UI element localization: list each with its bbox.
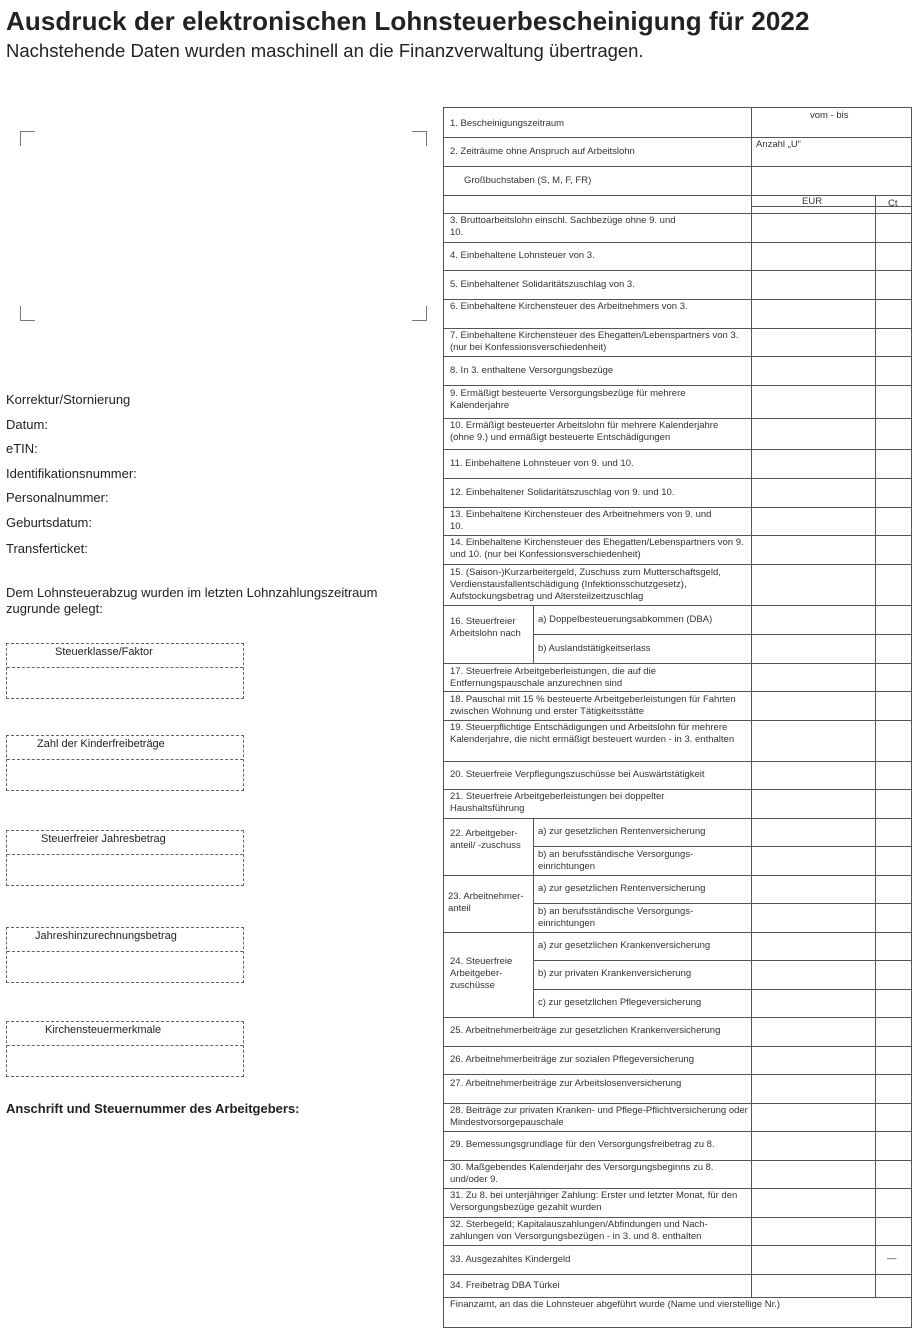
box-kirchensteuermerkmale [6, 1021, 244, 1077]
box-caption: Zahl der Kinderfreibeträge [37, 738, 165, 750]
corner-mark-top-right [412, 131, 427, 146]
form-row-1: 1. Bescheinigungszeitraum [450, 118, 565, 129]
form-row-5: 5. Einbehaltener Solidaritätszuschlag von 3. [450, 279, 635, 290]
box-steuerfreier-jahresbetrag [6, 830, 244, 886]
form-row-18: 18. Pauschal mit 15 % besteuerte Arbeitgeberleistungen für Fahrten zwischen Wohnung und erster Tätigkeitsstätte [450, 694, 736, 717]
label-etin: eTIN: [6, 441, 38, 456]
row-33-dash: — [887, 1253, 897, 1264]
deduction-note: Dem Lohnsteuerabzug wurden im letzten Lohnzahlungszeitraum zugrunde gelegt: [6, 585, 378, 616]
form-row-13: 13. Einbehaltene Kirchensteuer des Arbeitnehmers von 9. und 10. [450, 509, 712, 532]
form-row-24: 24. Steuerfreie Arbeitgeber-zuschüsse [450, 956, 513, 991]
form-row-31: 31. Zu 8. bei unterjähriger Zahlung: Erster und letzter Monat, für den Versorgungsbezüge gezahlt wurden [450, 1190, 738, 1213]
box-kinderfreibetraege [6, 735, 244, 791]
form-row-7: 7. Einbehaltene Kirchensteuer des Ehegatten/Lebenspartners von 3. (nur bei Konfessionsverschiedenheit) [450, 330, 739, 353]
page-subtitle: Nachstehende Daten wurden maschinell an die Finanzverwaltung übertragen. [6, 40, 644, 61]
col-header-eur: EUR [802, 196, 823, 207]
label-transferticket: Transferticket: [6, 541, 88, 556]
certificate-form [443, 107, 912, 1328]
form-row-27: 27. Arbeitnehmerbeiträge zur Arbeitslosenversicherung [450, 1078, 682, 1089]
form-row-32: 32. Sterbegeld; Kapitalauszahlungen/Abfindungen und Nach-zahlungen von Versorgungsbezügen - in 3. und 8. enthalten [450, 1219, 708, 1242]
form-row-21: 21. Steuerfreie Arbeitgeberleistungen bei doppelter Haushaltsführung [450, 791, 665, 814]
form-row-8: 8. In 3. enthaltene Versorgungsbezüge [450, 365, 614, 376]
box-jahreshinzurechnungsbetrag [6, 927, 244, 983]
col-header-ct: Ct [888, 198, 898, 209]
form-row-33: 33. Ausgezahltes Kindergeld [450, 1254, 571, 1265]
corner-mark-top-left [20, 131, 35, 146]
form-row-22: 22. Arbeitgeber-anteil/ -zuschuss [450, 828, 521, 851]
form-row-grossbuchstaben: Großbuchstaben (S, M, F, FR) [464, 175, 592, 186]
form-row-22b: b) an berufsständische Versorgungs-einrichtungen [538, 849, 694, 872]
form-row-15: 15. (Saison-)Kurzarbeitergeld, Zuschuss zum Mutterschaftsgeld, Verdienstausfallentschädigung (Infektionsschutzgesetz), Aufstockungsbetrag und Altersteilzeitzuschlag [450, 567, 721, 602]
form-row-2: 2. Zeiträume ohne Anspruch auf Arbeitslohn [450, 146, 635, 157]
form-row-25: 25. Arbeitnehmerbeiträge zur gesetzlichen Krankenversicherung [450, 1025, 721, 1036]
form-row-23b: b) an berufsständische Versorgungs-einrichtungen [538, 906, 694, 929]
form-row-20: 20. Steuerfreie Verpflegungszuschüsse bei Auswärtstätigkeit [450, 769, 705, 780]
label-datum: Datum: [6, 417, 48, 432]
box-caption: Steuerfreier Jahresbetrag [41, 833, 166, 845]
form-row-34: 34. Freibetrag DBA Türkei [450, 1280, 560, 1291]
form-row-11: 11. Einbehaltene Lohnsteuer von 9. und 10. [450, 458, 634, 469]
form-row-16a: a) Doppelbesteuerungsabkommen (DBA) [538, 614, 713, 625]
col-header-anzahl: Anzahl „U“ [756, 139, 801, 150]
form-row-14: 14. Einbehaltene Kirchensteuer des Ehegatten/Lebenspartners von 9. und 10. (nur bei Konfessionsverschiedenheit) [450, 537, 744, 560]
label-geburtsdatum: Geburtsdatum: [6, 515, 92, 530]
form-row-16b: b) Auslandstätigkeitserlass [538, 643, 651, 654]
box-caption: Kirchensteuermerkmale [45, 1024, 162, 1036]
corner-mark-bottom-left [20, 306, 35, 321]
form-row-finanzamt: Finanzamt, an das die Lohnsteuer abgeführt wurde (Name und vierstellige Nr.) [450, 1299, 781, 1310]
page-title: Ausdruck der elektronischen Lohnsteuerbescheinigung für 2022 [6, 6, 810, 36]
form-row-6: 6. Einbehaltene Kirchensteuer des Arbeitnehmers von 3. [450, 301, 688, 312]
label-identifikationsnummer: Identifikationsnummer: [6, 466, 137, 481]
employer-label: Anschrift und Steuernummer des Arbeitgebers: [6, 1101, 300, 1116]
form-row-26: 26. Arbeitnehmerbeiträge zur sozialen Pflegeversicherung [450, 1054, 694, 1065]
box-steuerklasse [6, 643, 244, 699]
form-row-24c: c) zur gesetzlichen Pflegeversicherung [538, 997, 702, 1008]
form-row-4: 4. Einbehaltene Lohnsteuer von 3. [450, 250, 595, 261]
col-header-vom-bis: vom - bis [810, 110, 849, 121]
form-row-12: 12. Einbehaltener Solidaritätszuschlag von 9. und 10. [450, 487, 675, 498]
form-row-30: 30. Maßgebendes Kalenderjahr des Versorgungsbeginns zu 8. und/oder 9. [450, 1162, 714, 1185]
label-personalnummer: Personalnummer: [6, 490, 109, 505]
corner-mark-bottom-right [412, 306, 427, 321]
form-row-28: 28. Beiträge zur privaten Kranken- und Pflege-Pflichtversicherung oder Mindestvorsorgepauschale [450, 1105, 748, 1128]
form-row-9: 9. Ermäßigt besteuerte Versorgungsbezüge für mehrere Kalenderjahre [450, 388, 686, 411]
form-row-19: 19. Steuerpflichtige Entschädigungen und Arbeitslohn für mehrere Kalenderjahre, die nicht ermäßigt besteuert wurden - in 3. enthalten [450, 722, 735, 745]
box-caption: Jahreshinzurechnungsbetrag [35, 930, 177, 942]
form-row-16: 16. Steuerfreier Arbeitslohn nach [450, 616, 521, 639]
form-row-22a: a) zur gesetzlichen Rentenversicherung [538, 826, 706, 837]
form-row-29: 29. Bemessungsgrundlage für den Versorgungsfreibetrag zu 8. [450, 1139, 715, 1150]
form-row-10: 10. Ermäßigt besteuerter Arbeitslohn für mehrere Kalenderjahre (ohne 9.) und ermäßigt besteuerte Entschädigungen [450, 420, 719, 443]
form-row-17: 17. Steuerfreie Arbeitgeberleistungen, die auf die Entfernungspauschale anzurechnen sind [450, 666, 656, 689]
label-korrektur: Korrektur/Stornierung [6, 392, 131, 407]
form-row-24a: a) zur gesetzlichen Krankenversicherung [538, 940, 711, 951]
form-row-23a: a) zur gesetzlichen Rentenversicherung [538, 883, 706, 894]
form-row-24b: b) zur privaten Krankenversicherung [538, 968, 692, 979]
form-row-23: 23. Arbeitnehmer-anteil [448, 891, 524, 914]
box-caption: Steuerklasse/Faktor [55, 646, 153, 658]
form-row-3: 3. Bruttoarbeitslohn einschl. Sachbezüge ohne 9. und 10. [450, 215, 676, 238]
